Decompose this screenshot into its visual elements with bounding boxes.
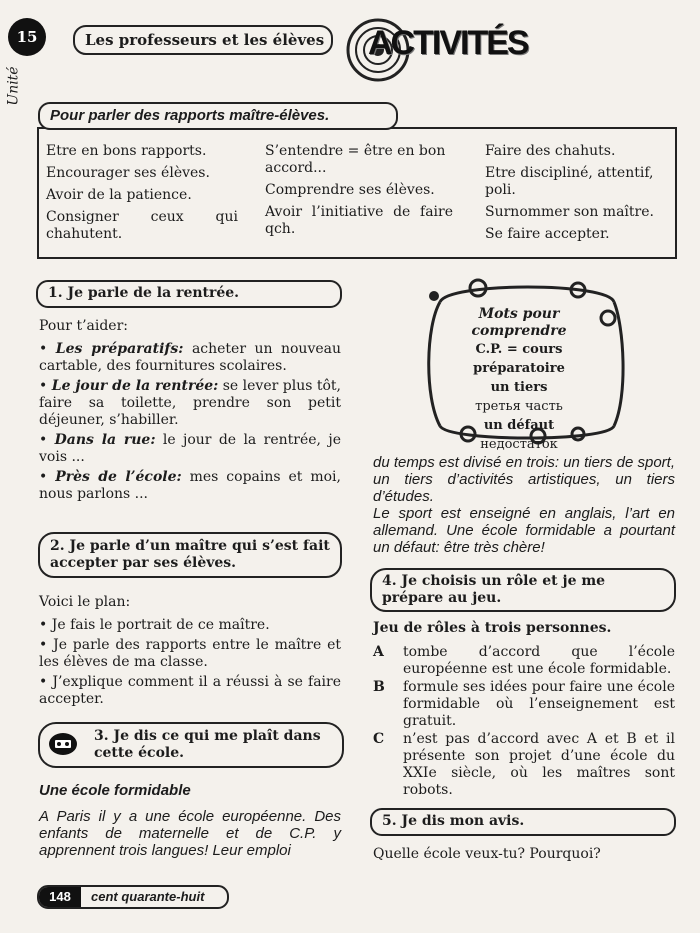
glossary-title: Mots pour comprendre [471,306,567,339]
glossary-content [430,306,608,454]
page-words: cent quarante-huit [91,889,205,904]
role-letter: C [373,731,385,747]
section-4-roles [373,644,675,799]
role-item [373,644,675,678]
list-item: • Je fais le portrait de ce maître. [39,617,270,633]
role-text: n’est pas d’accord avec A et B et il présente son projet d’une école du XXIe siècle, où les maîtres sont robots. [403,731,675,798]
vocab-item: Encourager ses élèves. [46,165,210,181]
role-item [373,679,675,730]
section-2-body [39,594,341,708]
vocab-title: Pour parler des rapports maître-élèves. [50,107,330,124]
page-number: 148 [39,887,81,907]
list-item: • Dans la rue: le jour de la rentrée, je vois ... [39,432,341,465]
bullet-text: Je fais le portrait de ce maître. [51,617,270,633]
role-text: formule ses idées pour faire une école formidable où l’enseignement est gratuit. [403,679,675,729]
glossary-line: недостаток [480,437,558,452]
section-3-pill [38,722,344,768]
section-4-intro: Jeu de rôles à trois personnes. [373,620,612,636]
vocab-item: Surnommer son maître. [485,204,654,220]
vocab-item: Etre en bons rapports. [46,143,207,159]
list-item: • Les préparatifs: acheter un nouveau cartable, des fournitures scolaires. [39,341,341,374]
list-item: • Je parle des rapports entre le maître et les élèves de ma classe. [39,637,342,670]
vocab-box [37,127,677,259]
section-5-title: 5. Je dis mon avis. [382,813,525,829]
page-footer-pill [37,885,229,909]
vocab-item: S’entendre = être en bon accord... [265,143,446,176]
bullet-text: mes copains et moi, nous parlons ... [39,469,341,502]
section-2-intro: Voici le plan: [39,594,131,610]
section-3-text-right-2: Le sport est enseigné en anglais, l’art en allemand. Une école formidable a pourtant un défaut: être très chère! [373,505,675,556]
section-4-pill [370,568,676,612]
cassette-icon [48,732,78,756]
topic-title: Les professeurs et les élèves [85,31,325,49]
vocab-title-pill [38,102,398,130]
list-item: • Le jour de la rentrée: se lever plus tôt, faire sa toilette, prendre son petit déjeuner, s’habiller. [39,378,341,428]
vocab-item: Se faire accepter. [485,226,610,242]
vocab-item: Comprendre ses élèves. [265,182,435,198]
unit-number: 15 [16,28,38,46]
section-1-intro: Pour t’aider: [39,318,128,334]
bullet-lead: Près de l’école: [55,469,182,485]
topic-title-pill [73,25,333,55]
bullet-text: Je parle des rapports entre le maître et les élèves de ma classe. [39,637,342,670]
section-3-subtitle: Une école formidable [39,782,191,799]
vocab-item: Faire des chahuts. [485,143,616,159]
bullet-text: le jour de la rentrée, je vois ... [39,432,341,465]
section-3-text-right-1: du temps est divisé en trois: un tiers de sport, un tiers d’activités artistiques, un tiers d’études. [373,454,675,505]
role-item [373,731,675,799]
section-3-title: 3. Je dis ce qui me plaît dans cette école. [94,728,321,761]
activites-logo-text: ACTIVITÉS [368,24,528,62]
list-item: • J’explique comment il a réussi à se faire accepter. [39,674,341,707]
vocab-col-3 [485,143,669,243]
bullet-lead: Le jour de la rentrée: [51,378,219,394]
role-text: tombe d’accord que l’école européenne est une école formidable. [403,644,675,677]
section-5-question: Quelle école veux-tu? Pourquoi? [373,846,601,862]
vocab-col-1 [46,143,238,243]
glossary-line: un défaut [483,418,555,433]
section-2-pill [38,532,342,578]
list-item: • Près de l’école: mes copains et moi, nous parlons ... [39,469,341,502]
section-1-title: 1. Je parle de la rentrée. [48,285,240,301]
role-letter: A [373,644,384,660]
bullet-text: se lever plus tôt, faire sa toilette, prendre son petit déjeuner, s’habiller. [39,378,341,428]
bullet-text: J’explique comment il a réussi à se faire accepter. [39,674,341,707]
vocab-item: Consigner ceux qui chahutent. [46,209,238,242]
glossary-line: C.P. = cours préparatoire [473,342,565,376]
section-3-text-left: A Paris il y a une école européenne. Des enfants de maternelle et de C.P. y apprennent trois langues! Leur emploi [39,808,341,859]
vocab-item: Avoir de la patience. [46,187,192,203]
unit-badge [8,18,46,56]
bullet-lead: Les préparatifs: [55,341,184,357]
section-1-body [39,318,341,503]
bullet-text: acheter un nouveau cartable, des fournitures scolaires. [39,341,341,374]
unit-label: Unité [5,66,22,106]
section-4-title: 4. Je choisis un rôle et je me prépare au jeu. [382,573,606,606]
vocab-item: Avoir l’initiative de faire qch. [265,204,453,237]
glossary-line: третья часть [475,399,563,414]
vocab-col-2 [265,143,453,238]
bullet-lead: Dans la rue: [54,432,156,448]
role-letter: B [373,679,385,695]
section-1-pill [36,280,342,308]
glossary-line: un tiers [490,380,548,395]
vocab-item: Etre discipliné, attentif, poli. [485,165,654,198]
section-2-title: 2. Je parle d’un maître qui s’est fait accepter par ses élèves. [50,538,330,571]
section-5-pill [370,808,676,836]
